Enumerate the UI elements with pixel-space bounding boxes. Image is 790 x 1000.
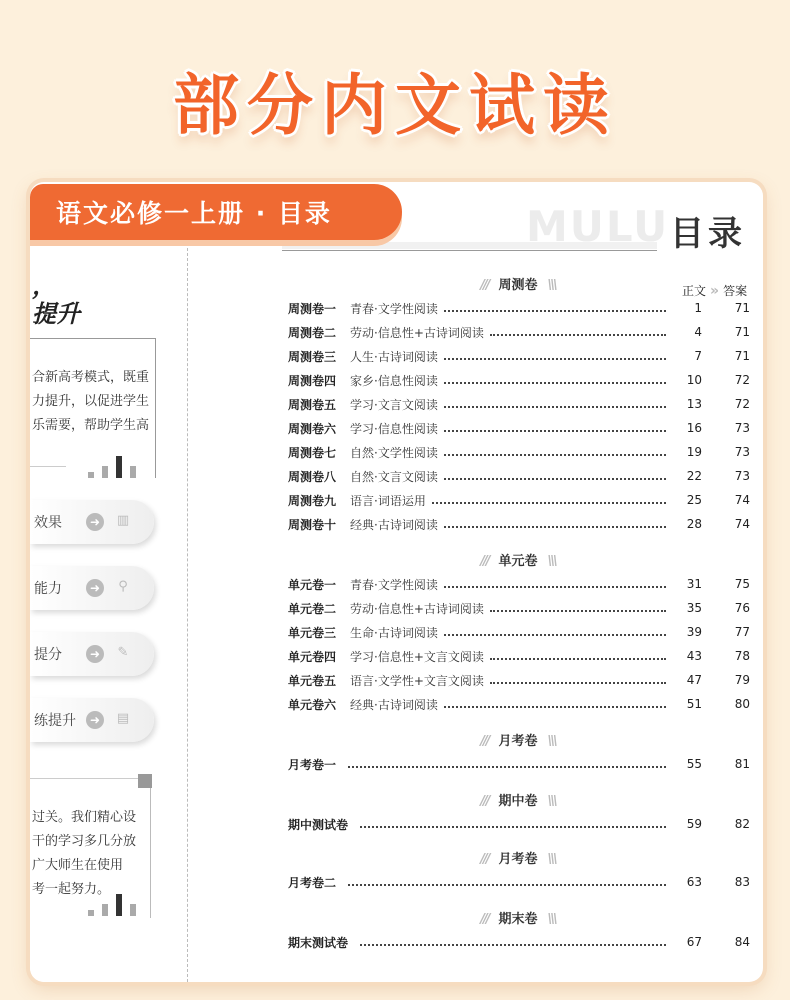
toc-row-page: 51 bbox=[686, 697, 702, 711]
toc-row-name: 周测卷八 bbox=[288, 469, 337, 484]
left-page-rule bbox=[30, 466, 66, 467]
left-page-para1-line: 力提升，以促进学生 bbox=[32, 394, 150, 409]
toc-row-topic: 人生·古诗词阅读 bbox=[350, 349, 438, 364]
left-page-para2-line: 过关。我们精心设 bbox=[32, 810, 137, 825]
toc-row-topic: 劳动·信息性+古诗词阅读 bbox=[350, 325, 484, 340]
toc-row-page: 39 bbox=[686, 625, 702, 639]
leader-dots bbox=[444, 580, 666, 588]
toc-row-page: 35 bbox=[686, 601, 702, 615]
leader-dots bbox=[444, 520, 666, 528]
toc-row-topic: 学习·信息性阅读 bbox=[350, 421, 438, 436]
toc-row-topic: 学习·文言文阅读 bbox=[350, 397, 438, 412]
toc-row-page: 16 bbox=[686, 421, 702, 435]
mulu-heading: 目录 bbox=[670, 214, 746, 254]
toc-row-answer-page: 77 bbox=[734, 625, 750, 639]
section-title: /// 单元卷 \\\ bbox=[480, 554, 556, 569]
toc-row-answer-page: 83 bbox=[734, 875, 750, 889]
toc-row-page: 25 bbox=[686, 493, 702, 507]
leader-dots bbox=[444, 376, 666, 384]
left-page-para1-line: 合新高考模式，既重 bbox=[32, 370, 150, 385]
toc-row-topic: 生命·古诗词阅读 bbox=[350, 625, 438, 640]
feature-pill-label: 提分 bbox=[34, 647, 62, 663]
toc-row-topic: 劳动·信息性+古诗词阅读 bbox=[350, 601, 484, 616]
toc-row-page: 67 bbox=[686, 935, 702, 949]
toc-row[interactable] bbox=[288, 932, 750, 952]
toc-row-page: 22 bbox=[686, 469, 702, 483]
left-page-para2-line: 广大师生在使用 bbox=[32, 858, 124, 873]
toc-row-answer-page: 73 bbox=[734, 421, 750, 435]
toc-row-name: 周测卷十 bbox=[288, 517, 337, 532]
toc-row[interactable] bbox=[288, 346, 750, 366]
toc-row-answer-page: 82 bbox=[734, 817, 750, 831]
toc-row-answer-page: 72 bbox=[734, 397, 750, 411]
toc-row-name: 期中测试卷 bbox=[288, 817, 349, 832]
toc-row[interactable] bbox=[288, 466, 750, 486]
leader-dots bbox=[444, 304, 666, 312]
toc-row-name: 单元卷二 bbox=[288, 601, 337, 616]
left-page-bar-icon bbox=[88, 894, 136, 916]
left-page-para2-line: 干的学习多几分放 bbox=[32, 834, 137, 849]
toc-row-page: 19 bbox=[686, 445, 702, 459]
toc-row[interactable] bbox=[288, 670, 750, 690]
toc-row-topic: 经典·古诗词阅读 bbox=[350, 697, 438, 712]
leader-dots bbox=[444, 472, 666, 480]
leader-dots bbox=[348, 878, 666, 886]
left-page-title-line2: 提升 bbox=[32, 300, 80, 328]
left-page-preview bbox=[30, 238, 188, 982]
toc-row-name: 单元卷一 bbox=[288, 577, 337, 592]
section-title: /// 周测卷 \\\ bbox=[480, 278, 556, 293]
left-page-title-line1: ， bbox=[32, 272, 56, 300]
toc-row[interactable] bbox=[288, 574, 750, 594]
toc-row[interactable] bbox=[288, 694, 750, 714]
toc-row-name: 月考卷二 bbox=[288, 875, 337, 890]
toc-row[interactable] bbox=[288, 598, 750, 618]
toc-row-page: 43 bbox=[686, 649, 702, 663]
toc-row[interactable] bbox=[288, 514, 750, 534]
toc-row-answer-page: 80 bbox=[734, 697, 750, 711]
toc-row[interactable] bbox=[288, 442, 750, 462]
toc-row[interactable] bbox=[288, 872, 750, 892]
toc-row[interactable] bbox=[288, 754, 750, 774]
toc-row-page: 55 bbox=[686, 757, 702, 771]
toc-row[interactable] bbox=[288, 418, 750, 438]
toc-row-topic: 语言·词语运用 bbox=[350, 493, 426, 508]
section-title: /// 期末卷 \\\ bbox=[480, 912, 556, 927]
chevron-double-right-icon: » bbox=[710, 282, 720, 299]
toc-row-name: 周测卷六 bbox=[288, 421, 337, 436]
toc-row-name: 单元卷四 bbox=[288, 649, 337, 664]
toc-row-answer-page: 79 bbox=[734, 673, 750, 687]
feature-pill bbox=[30, 698, 154, 742]
left-page-rule bbox=[150, 788, 151, 918]
toc-row-name: 周测卷二 bbox=[288, 325, 337, 340]
toc-row-name: 单元卷三 bbox=[288, 625, 337, 640]
arrow-right-icon: ➜ bbox=[86, 711, 104, 729]
arrow-right-icon: ➜ bbox=[86, 645, 104, 663]
left-page-para1-line: 乐需要，帮助学生高 bbox=[32, 418, 150, 433]
toc-row-topic: 语言·文学性+文言文阅读 bbox=[350, 673, 484, 688]
toc-row-page: 13 bbox=[686, 397, 702, 411]
toc-row-topic: 青春·文学性阅读 bbox=[350, 301, 438, 316]
toc-row-answer-page: 81 bbox=[734, 757, 750, 771]
section-title-text: 期末卷 bbox=[498, 912, 538, 927]
feature-pill bbox=[30, 566, 154, 610]
toc-row-answer-page: 73 bbox=[734, 469, 750, 483]
toc-row-answer-page: 74 bbox=[734, 517, 750, 531]
arrow-right-icon: ➜ bbox=[86, 579, 104, 597]
col-main-label: 正文 bbox=[682, 284, 707, 298]
toc-row-name: 周测卷七 bbox=[288, 445, 337, 460]
toc-row[interactable] bbox=[288, 490, 750, 510]
section-title: /// 月考卷 \\\ bbox=[480, 734, 556, 749]
feature-pill-label: 效果 bbox=[34, 515, 62, 531]
toc-row-name: 周测卷四 bbox=[288, 373, 337, 388]
toc-row-answer-page: 76 bbox=[734, 601, 750, 615]
feature-pill bbox=[30, 632, 154, 676]
toc-row-answer-page: 75 bbox=[734, 577, 750, 591]
toc-row-answer-page: 84 bbox=[734, 935, 750, 949]
section-title: /// 期中卷 \\\ bbox=[480, 794, 556, 809]
toc-row-name: 期末测试卷 bbox=[288, 935, 349, 950]
toc-row-name: 周测卷五 bbox=[288, 397, 337, 412]
toc-row-answer-page: 74 bbox=[734, 493, 750, 507]
volume-tag: 语文必修一上册 · 目录 bbox=[30, 184, 402, 240]
section-title-text: 月考卷 bbox=[498, 852, 538, 867]
toc-row[interactable] bbox=[288, 622, 750, 642]
leader-dots bbox=[444, 448, 666, 456]
mulu-watermark: MULU bbox=[526, 202, 670, 251]
toc-row-page: 10 bbox=[686, 373, 702, 387]
section-title-text: 月考卷 bbox=[498, 734, 538, 749]
left-page-rule bbox=[30, 778, 138, 779]
toc-row-name: 单元卷六 bbox=[288, 697, 337, 712]
leader-dots bbox=[444, 352, 666, 360]
section-title: /// 月考卷 \\\ bbox=[480, 852, 556, 867]
section-title-text: 单元卷 bbox=[498, 554, 538, 569]
section-title-text: 周测卷 bbox=[498, 278, 538, 293]
toc-row-name: 月考卷一 bbox=[288, 757, 337, 772]
left-page-bar-icon bbox=[88, 456, 136, 478]
location-pin-icon: ⚲ bbox=[118, 579, 128, 594]
toc-row-page: 63 bbox=[686, 875, 702, 889]
leader-dots bbox=[444, 424, 666, 432]
feature-pill-label: 练提升 bbox=[34, 713, 76, 729]
leader-dots bbox=[490, 652, 666, 660]
toc-row-answer-page: 71 bbox=[734, 325, 750, 339]
toc-row-topic: 自然·文言文阅读 bbox=[350, 469, 438, 484]
bar-chart-icon: ▥ bbox=[116, 513, 130, 528]
hero-title: 部分内文试读 bbox=[173, 67, 617, 144]
toc-row-page: 31 bbox=[686, 577, 702, 591]
leader-dots bbox=[444, 628, 666, 636]
feature-pill bbox=[30, 500, 154, 544]
toc-row-answer-page: 71 bbox=[734, 301, 750, 315]
toc-row-page: 28 bbox=[686, 517, 702, 531]
toc-row-answer-page: 72 bbox=[734, 373, 750, 387]
toc-row[interactable] bbox=[288, 646, 750, 666]
tools-icon: ✎ bbox=[117, 645, 129, 660]
arrow-right-icon: ➜ bbox=[86, 513, 104, 531]
left-page-square-marker bbox=[138, 774, 152, 788]
leader-dots bbox=[348, 760, 666, 768]
toc-row[interactable] bbox=[288, 394, 750, 414]
toc-row-name: 周测卷九 bbox=[288, 493, 337, 508]
toc-row-page: 7 bbox=[694, 349, 702, 363]
leader-dots bbox=[490, 676, 666, 684]
toc-row-page: 47 bbox=[686, 673, 702, 687]
toc-card bbox=[30, 182, 763, 982]
left-page-para2-line: 考一起努力。 bbox=[32, 882, 111, 897]
toc-row[interactable] bbox=[288, 814, 750, 834]
toc-row-page: 59 bbox=[686, 817, 702, 831]
toc-row-topic: 学习·信息性+文言文阅读 bbox=[350, 649, 484, 664]
feature-pill-label: 能力 bbox=[34, 581, 62, 597]
toc-row[interactable] bbox=[288, 298, 750, 318]
leader-dots bbox=[360, 938, 666, 946]
leader-dots bbox=[490, 604, 666, 612]
toc-row-topic: 家乡·信息性阅读 bbox=[350, 373, 438, 388]
leader-dots bbox=[444, 400, 666, 408]
toc-row-answer-page: 78 bbox=[734, 649, 750, 663]
col-answer-label: 答案 bbox=[723, 284, 748, 298]
toc-row[interactable] bbox=[288, 370, 750, 390]
toc-row-topic: 经典·古诗词阅读 bbox=[350, 517, 438, 532]
toc-row-answer-page: 73 bbox=[734, 445, 750, 459]
document-icon: ▤ bbox=[116, 711, 130, 726]
leader-dots bbox=[432, 496, 666, 504]
toc-row-topic: 自然·文学性阅读 bbox=[350, 445, 438, 460]
toc-row[interactable] bbox=[288, 322, 750, 342]
toc-row-page: 1 bbox=[694, 301, 702, 315]
leader-dots bbox=[490, 328, 666, 336]
leader-dots bbox=[360, 820, 666, 828]
leader-dots bbox=[444, 700, 666, 708]
section-title-text: 期中卷 bbox=[498, 794, 538, 809]
toc-row-answer-page: 71 bbox=[734, 349, 750, 363]
toc-row-name: 周测卷一 bbox=[288, 301, 337, 316]
toc-row-page: 4 bbox=[694, 325, 702, 339]
toc-row-name: 单元卷五 bbox=[288, 673, 337, 688]
toc-row-topic: 青春·文学性阅读 bbox=[350, 577, 438, 592]
toc-row-name: 周测卷三 bbox=[288, 349, 337, 364]
